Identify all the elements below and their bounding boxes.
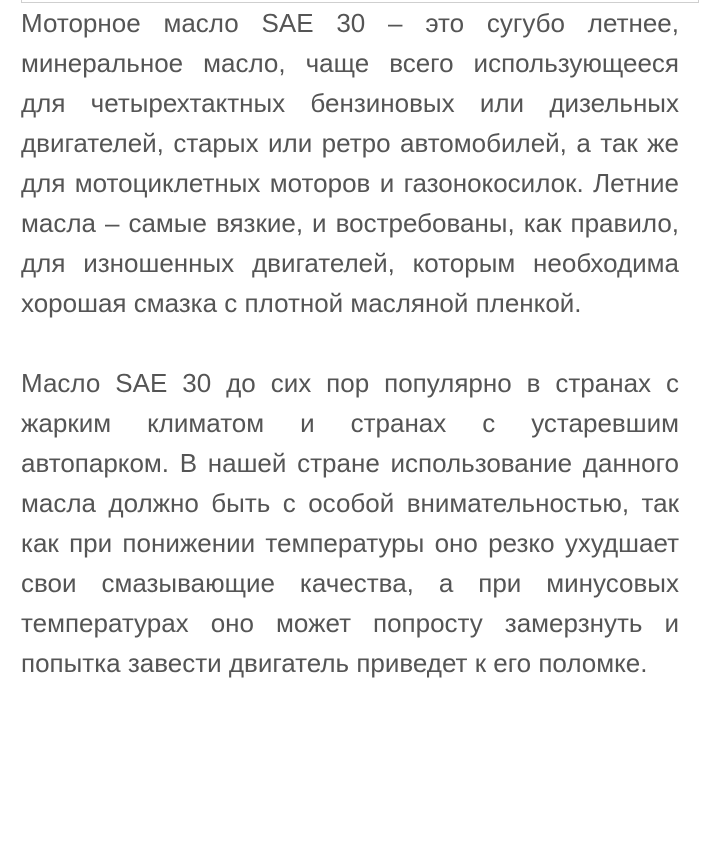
article-paragraph-1: Моторное масло SAE 30 – это сугубо летнее, минеральное масло, чаще всего использующееся для четырехтактных бензиновых или дизельных двигателей, старых или ретро автомобилей, а так же для мотоциклетных моторов и газонокосилок. Летние масла – самые вязкие, и востребованы, как правило, для изношенных двигателей, которым необходима хорошая смазка с плотной масляной пленкой. xyxy=(21,8,679,318)
article-body xyxy=(21,3,679,683)
article-paragraph-2: Масло SAE 30 до сих пор популярно в странах с жарким климатом и странах с устаревшим автопарком. В нашей стране использование данного масла должно быть с особой внимательностью, так как при понижении температуры оно резко ухудшает свои смазывающие качества, а при минусовых температурах оно может попросту замерзнуть и попытка завести двигатель приведет к его поломке. xyxy=(21,368,679,678)
